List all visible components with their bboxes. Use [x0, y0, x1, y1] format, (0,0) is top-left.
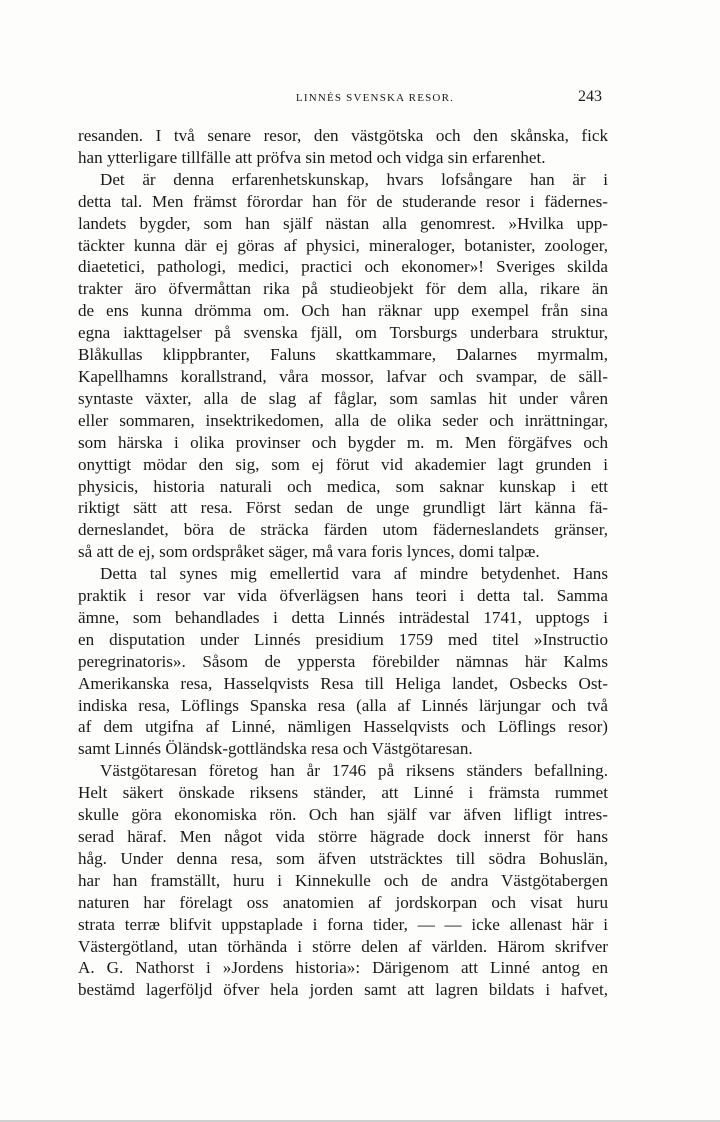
text-line: A. G. Nathorst i »Jordens historia»: Därigenom att Linné antog en: [78, 958, 608, 978]
text-line: en disputation under Linnés presidium 1759 med titel »Instructio: [78, 629, 608, 649]
text-line: Det är denna erfarenhetskunskap, hvars lofsångare han är i: [100, 169, 608, 189]
text-line: han ytterligare tillfälle att pröfva sin metod och vidga sin erfarenhet.: [78, 147, 546, 167]
paragraph-3: [78, 563, 608, 760]
text-line: indiska resa, Löflings Spanska resa (alla af Linnés lärjungar och två: [78, 695, 608, 715]
paragraph-1: [78, 125, 608, 169]
text-line: strata terræ blifvit uppstaplade i forna tider, — — icke allenast här i: [78, 914, 608, 934]
text-line: egna iakttagelser på svenska fjäll, om Torsburgs underbara struktur,: [78, 323, 608, 343]
text-line: diaetetici, pathologi, medici, practici och ekonomer»! Sveriges skilda: [78, 257, 608, 277]
text-line: landets bygder, som han själf nästan alla genomrest. »Hvilka upp-: [78, 213, 608, 233]
text-line: riktigt sätt att resa. Först sedan de unge grundligt lärt känna fä-: [78, 498, 608, 518]
text-line: derneslandet, böra de sträcka färden utom fäderneslandets gränser,: [78, 520, 608, 540]
page-number: 243: [578, 88, 602, 105]
text-line: serad häraf. Men något vida större hägrade dock innerst för hans: [78, 827, 608, 846]
text-line: detta tal. Men främst förordar han för de studerande resor i fädernes-: [78, 191, 608, 211]
text-line: håg. Under denna resa, som äfven utsträcktes till södra Bohuslän,: [78, 848, 608, 868]
text-line: som härska i olika provinser och bygder m. m. Men förgäfves och: [78, 432, 608, 452]
body-text: [78, 125, 608, 1001]
text-line: Västgötaresan företog han år 1746 på riksens ständers befallning.: [100, 761, 608, 781]
text-line: ämne, som behandlades i detta Linnés inträdestal 1741, upptogs i: [78, 607, 608, 627]
text-line: så att de ej, som ordspråket säger, må vara foris lynces, domi talpæ.: [78, 542, 540, 562]
text-line: Helt säkert önskade riksens ständer, att Linné i främsta rummet: [78, 783, 608, 803]
text-line: har han framställt, huru i Kinnekulle och de andra Västgötabergen: [78, 870, 608, 890]
text-line: Västergötland, utan törhända i större delen af världen. Härom skrifver: [78, 936, 608, 956]
text-line: samt Linnés Öländsk-gottländska resa och Västgötaresan.: [78, 739, 473, 759]
text-line: praktik i resor var vida öfverlägsen hans teori i detta tal. Samma: [78, 586, 608, 606]
paragraph-4: [78, 760, 608, 1001]
paragraph-2: [78, 169, 608, 563]
running-head: [0, 88, 720, 112]
text-line: Amerikanska resa, Hasselqvists Resa till Heliga landet, Osbecks Ost-: [78, 673, 608, 693]
text-line: bestämd lagerföljd öfver hela jorden samt att lagren bildats i hafvet,: [78, 980, 608, 1000]
text-line: de ens kunna drömma om. Och han räknar upp exempel från sina: [78, 301, 608, 321]
text-line: trakter äro öfvermåttan rika på studieobjekt för dem alla, rikare än: [78, 279, 608, 299]
text-line: Kapellhamns korallstrand, våra mossor, lafvar och svampar, de säll-: [78, 366, 608, 386]
text-line: skulle göra ekonomiska rön. Och han själf var äfven lifligt intres-: [78, 805, 608, 825]
text-line: resanden. I två senare resor, den västgötska och den skånska, fick: [78, 126, 608, 145]
text-line: täckter kunna där ej göras af physici, mineraloger, botanister, zoologer,: [78, 235, 608, 255]
running-title: LINNÉS SVENSKA RESOR.: [295, 92, 455, 104]
text-line: Detta tal synes mig emellertid vara af mindre betydenhet. Hans: [100, 564, 608, 584]
text-line: Blåkullas klippbranter, Faluns skattkammare, Dalarnes myrmalm,: [78, 345, 608, 365]
text-line: syntaste växter, alla de slag af fåglar, som samlas hit under våren: [78, 388, 608, 408]
text-line: peregrinatoris». Såsom de yppersta förebilder nämnas här Kalms: [78, 651, 608, 671]
text-line: eller sommaren, insektrikedomen, alla de olika seder och inrättningar,: [78, 410, 608, 430]
text-line: physicis, historia naturali och medica, som saknar kunskap i ett: [78, 476, 608, 496]
text-line: naturen har förelagt oss anatomien af jordskorpan och visat huru: [78, 892, 608, 912]
text-line: onyttigt mödar den sig, som ej förut vid akademier lagt grunden i: [78, 454, 608, 474]
text-line: af dem utgifna af Linné, nämligen Hasselqvists och Löflings resor): [78, 717, 608, 737]
